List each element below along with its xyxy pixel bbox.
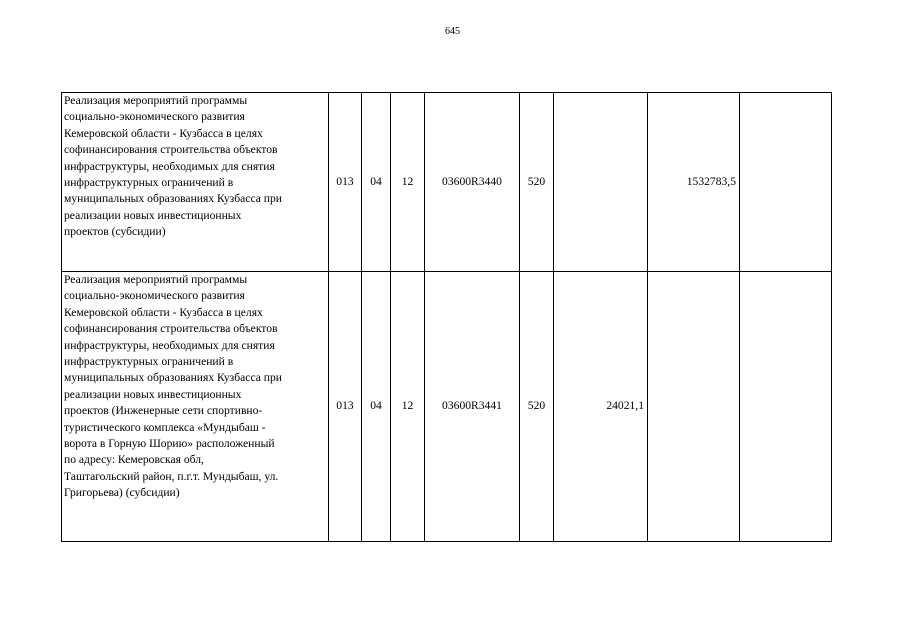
- amount-cell-2: 1532783,5: [648, 93, 740, 272]
- ministry-code: 013: [329, 272, 362, 542]
- subsection-code: 12: [391, 93, 425, 272]
- expense-type-code: 520: [520, 272, 554, 542]
- target-article-code: 03600R3441: [425, 272, 520, 542]
- section-code: 04: [362, 93, 391, 272]
- expense-type-code: 520: [520, 93, 554, 272]
- table-row: [62, 93, 832, 272]
- table-row: [62, 272, 832, 542]
- ministry-code: 013: [329, 93, 362, 272]
- target-article-code: 03600R3440: [425, 93, 520, 272]
- expense-description: Реализация мероприятий программы социально-экономического развития Кемеровской области - Кузбасса в целях софинансирования строительства объектов инфраструктуры, необходимых для снятия инфраструктурных ограничений в муниципальных образованиях Кузбасса при реализации новых инвестиционных проектов (субсидии): [62, 93, 329, 272]
- amount-cell-3: [740, 93, 832, 272]
- amount-cell-1: [554, 93, 648, 272]
- page-number: 645: [445, 26, 460, 37]
- amount-cell-1: 24021,1: [554, 272, 648, 542]
- amount-cell-2: [648, 272, 740, 542]
- subsection-code: 12: [391, 272, 425, 542]
- expense-description: Реализация мероприятий программы социально-экономического развития Кемеровской области - Кузбасса в целях софинансирования строительства объектов инфраструктуры, необходимых для снятия инфраструктурных ограничений в муниципальных образованиях Кузбасса при реализации новых инвестиционных проектов (Инженерные сети спортивно- туристического комплекса «Мундыбаш - ворота в Горную Шорию» расположенный по адресу: Кемеровская обл, Таштагольский район, п.г.т. Мундыбаш, ул. Григорьева) (субсидии): [62, 272, 329, 542]
- section-code: 04: [362, 272, 391, 542]
- budget-table: [61, 92, 832, 542]
- amount-cell-3: [740, 272, 832, 542]
